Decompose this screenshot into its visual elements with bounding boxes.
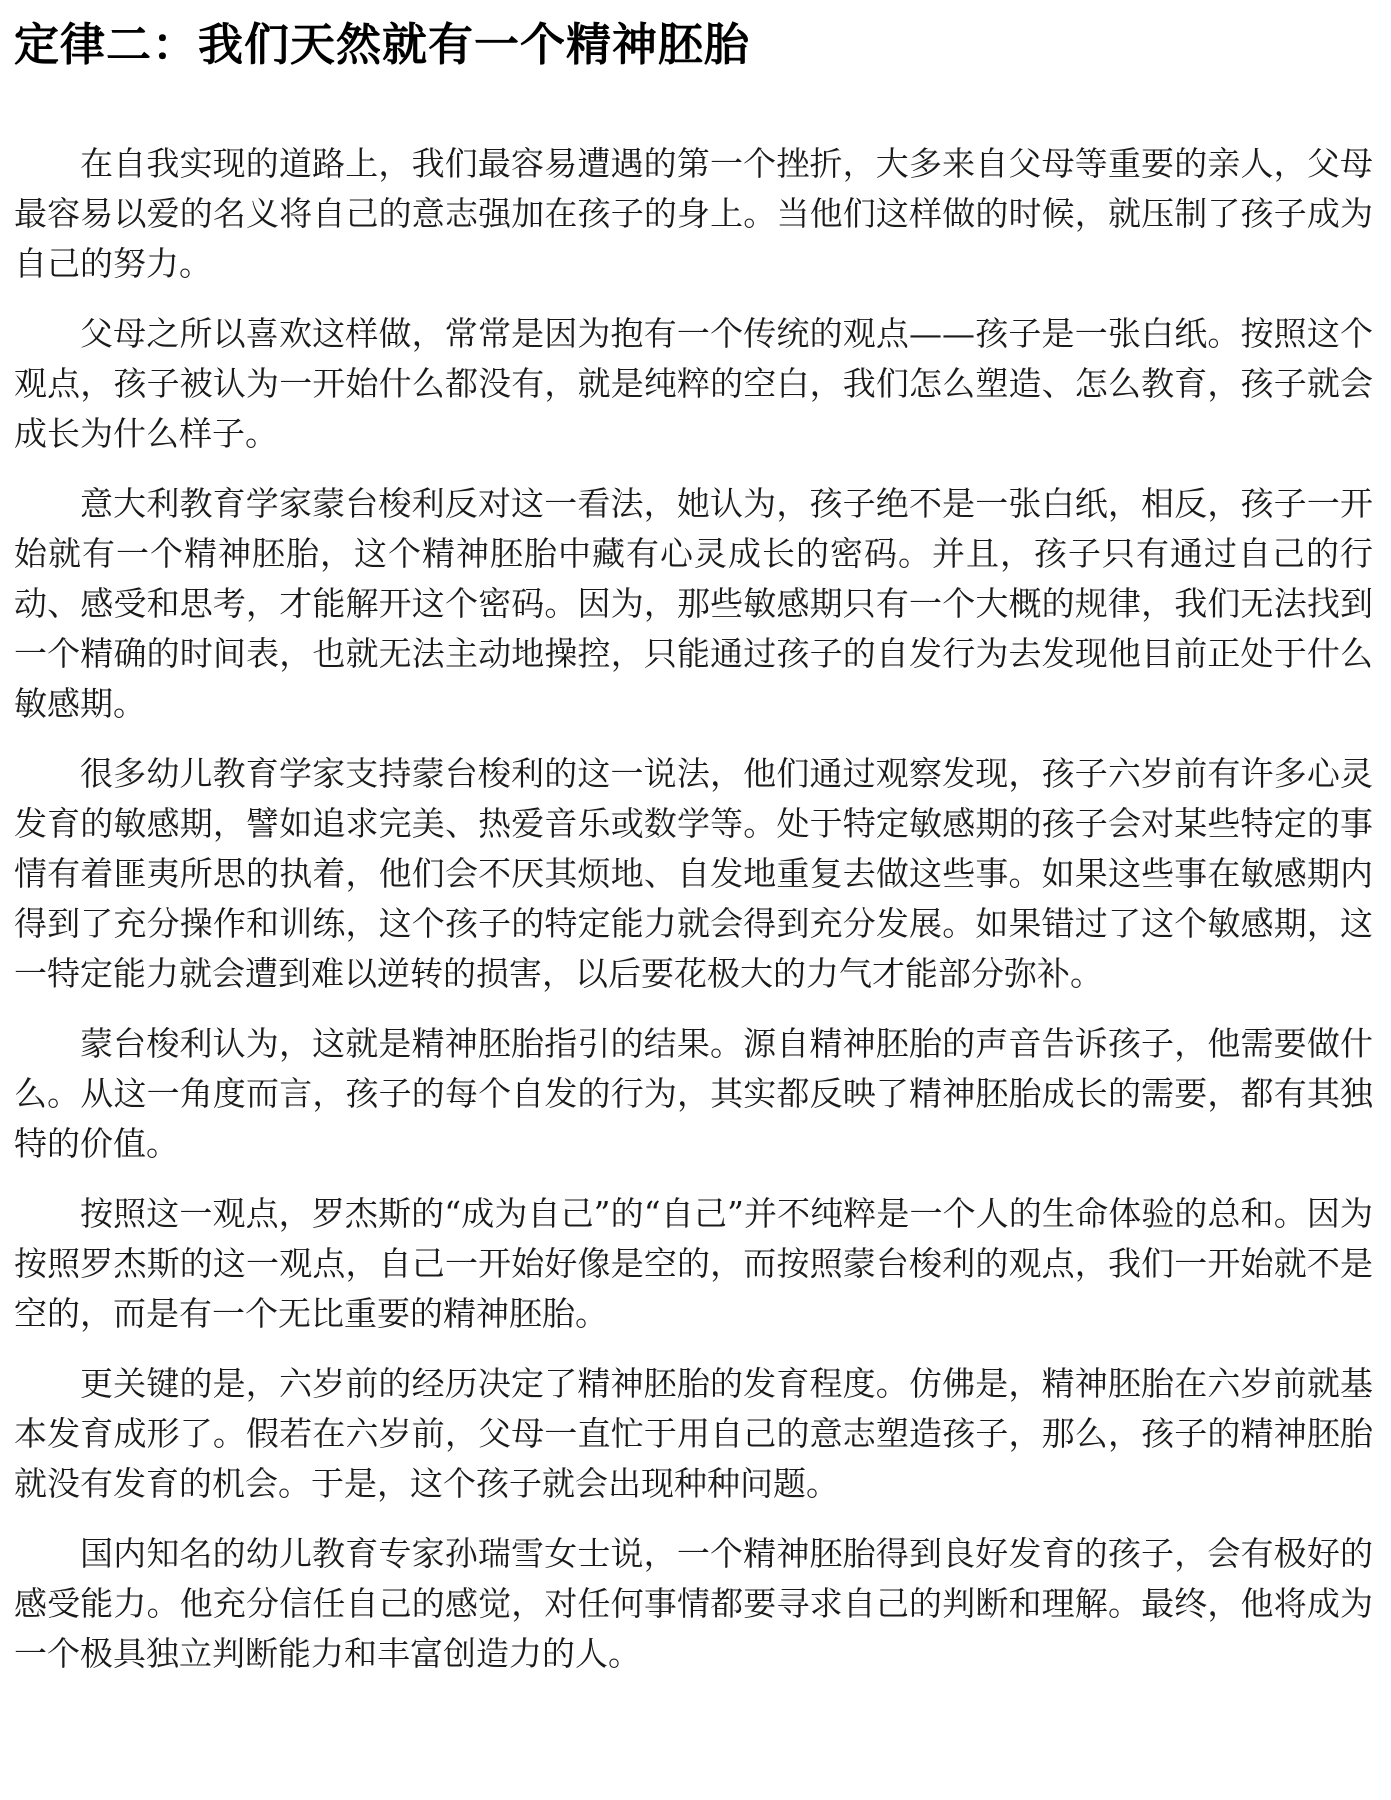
paragraph-7: 更关键的是，六岁前的经历决定了精神胚胎的发育程度。仿佛是，精神胚胎在六岁前就基本发育成形了。假若在六岁前，父母一直忙于用自己的意志塑造孩子，那么，孩子的精神胚胎就没有发育的机会。于是，这个孩子就会出现种种问题。	[14, 1364, 1373, 1503]
paragraph-6: 按照这一观点，罗杰斯的“成为自己”的“自己”并不纯粹是一个人的生命体验的总和。因为按照罗杰斯的这一观点，自己一开始好像是空的，而按照蒙台梭利的观点，我们一开始就不是空的，而是有一个无比重要的精神胚胎。	[14, 1194, 1373, 1333]
paragraph-2: 父母之所以喜欢这样做，常常是因为抱有一个传统的观点——孩子是一张白纸。按照这个观点，孩子被认为一开始什么都没有，就是纯粹的空白，我们怎么塑造、怎么教育，孩子就会成长为什么样子。	[14, 314, 1373, 453]
paragraph-1: 在自我实现的道路上，我们最容易遭遇的第一个挫折，大多来自父母等重要的亲人，父母最容易以爱的名义将自己的意志强加在孩子的身上。当他们这样做的时候，就压制了孩子成为自己的努力。	[14, 144, 1373, 283]
document-body	[14, 139, 1373, 1679]
page-title: 定律二：我们天然就有一个精神胚胎	[14, 18, 751, 71]
paragraph-8: 国内知名的幼儿教育专家孙瑞雪女士说，一个精神胚胎得到良好发育的孩子，会有极好的感受能力。他充分信任自己的感觉，对任何事情都要寻求自己的判断和理解。最终，他将成为一个极具独立判断能力和丰富创造力的人。	[14, 1534, 1373, 1673]
paragraph-4: 很多幼儿教育学家支持蒙台梭利的这一说法，他们通过观察发现，孩子六岁前有许多心灵发育的敏感期，譬如追求完美、热爱音乐或数学等。处于特定敏感期的孩子会对某些特定的事情有着匪夷所思的执着，他们会不厌其烦地、自发地重复去做这些事。如果这些事在敏感期内得到了充分操作和训练，这个孩子的特定能力就会得到充分发展。如果错过了这个敏感期，这一特定能力就会遭到难以逆转的损害，以后要花极大的力气才能部分弥补。	[14, 754, 1373, 993]
paragraph-5: 蒙台梭利认为，这就是精神胚胎指引的结果。源自精神胚胎的声音告诉孩子，他需要做什么。从这一角度而言，孩子的每个自发的行为，其实都反映了精神胚胎成长的需要，都有其独特的价值。	[14, 1024, 1373, 1163]
paragraph-3: 意大利教育学家蒙台梭利反对这一看法，她认为，孩子绝不是一张白纸，相反，孩子一开始就有一个精神胚胎，这个精神胚胎中藏有心灵成长的密码。并且，孩子只有通过自己的行动、感受和思考，才能解开这个密码。因为，那些敏感期只有一个大概的规律，我们无法找到一个精确的时间表，也就无法主动地操控，只能通过孩子的自发行为去发现他目前正处于什么敏感期。	[14, 484, 1373, 723]
